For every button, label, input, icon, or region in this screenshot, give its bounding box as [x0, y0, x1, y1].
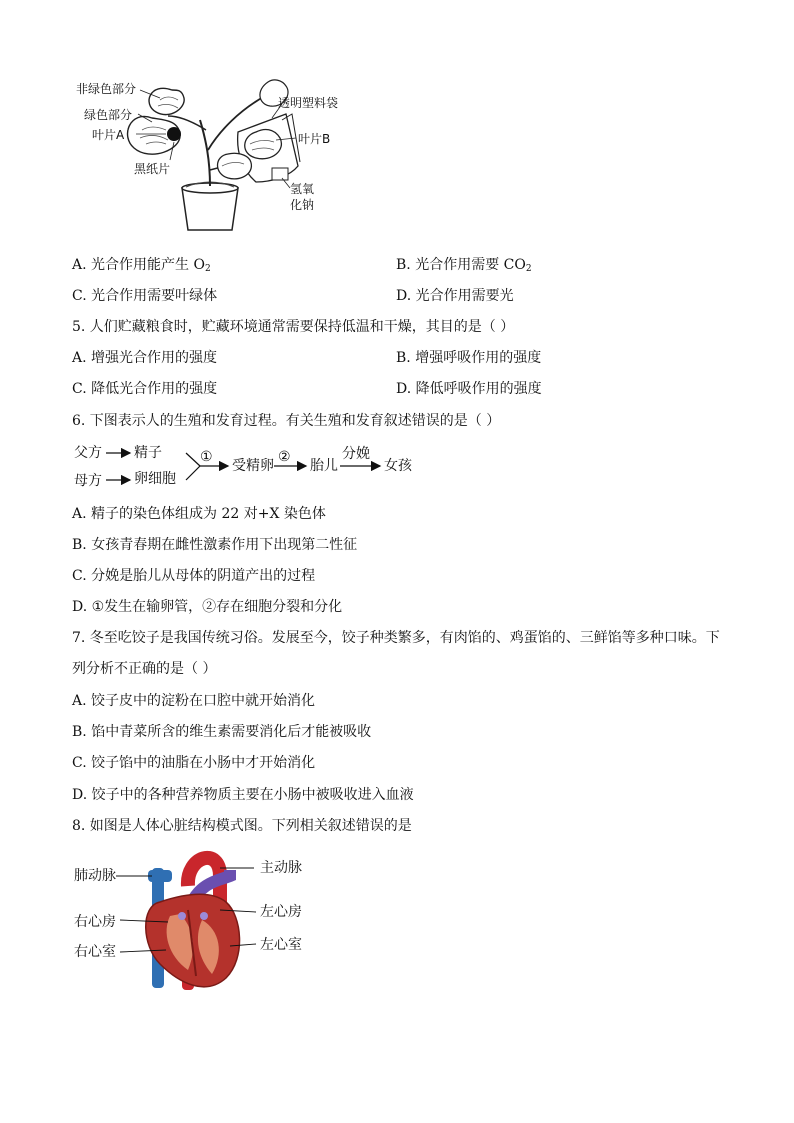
label-left-atrium: 左心房 [260, 904, 302, 920]
q5-option-d[interactable]: D. 降低呼吸作用的强度 [396, 381, 542, 397]
label-black-paper: 黑纸片 [134, 162, 171, 176]
q8-stem: 8. 如图是人体心脏结构模式图。下列相关叙述错误的是 [72, 818, 412, 834]
label-leaf-b: 叶片B [298, 132, 331, 146]
flow-step2: ② [278, 449, 291, 465]
q5-option-b[interactable]: B. 增强呼吸作用的强度 [396, 350, 542, 366]
q4-option-a-text: A. 光合作用能产生 O [72, 257, 205, 273]
flow-father: 父方 [74, 445, 102, 461]
flow-fetus: 胎儿 [310, 458, 338, 474]
q4-option-b-sub: 2 [525, 264, 532, 274]
flow-mother: 母方 [74, 473, 102, 489]
q7-stem-line1: 7. 冬至吃饺子是我国传统习俗。发展至今，饺子种类繁多，有肉馅的、鸡蛋馅的、三鲜馅等多种口味。下 [72, 630, 720, 646]
q7-option-c[interactable]: C. 饺子馅中的油脂在小肠中才开始消化 [72, 755, 316, 771]
label-non-green: 非绿色部分 [76, 82, 137, 96]
q5-stem: 5. 人们贮藏粮食时，贮藏环境通常需要保持低温和干燥，其目的是（ ） [72, 319, 515, 335]
reproduction-flowchart [70, 440, 430, 492]
q6-option-a[interactable]: A. 精子的染色体组成为 22 对+X 染色体 [72, 506, 326, 522]
q7-option-a[interactable]: A. 饺子皮中的淀粉在口腔中就开始消化 [72, 693, 316, 709]
flow-egg: 卵细胞 [134, 471, 176, 487]
label-green: 绿色部分 [84, 108, 133, 122]
q7-option-b[interactable]: B. 馅中青菜所含的维生素需要消化后才能被吸收 [72, 724, 372, 740]
q6-stem: 6. 下图表示人的生殖和发育过程。有关生殖和发育叙述错误的是（ ） [72, 413, 501, 429]
q6-option-c[interactable]: C. 分娩是胎儿从母体的阴道产出的过程 [72, 568, 316, 584]
q4-option-a[interactable] [72, 256, 211, 278]
q4-option-d[interactable]: D. 光合作用需要光 [396, 288, 514, 304]
flow-sperm: 精子 [134, 445, 162, 461]
q4-option-b-text: B. 光合作用需要 CO [396, 257, 526, 273]
q5-option-a[interactable]: A. 增强光合作用的强度 [72, 350, 218, 366]
q7-option-d[interactable]: D. 饺子中的各种营养物质主要在小肠中被吸收进入血液 [72, 787, 414, 803]
plant-figure [60, 70, 380, 240]
label-plastic-bag: 透明塑料袋 [278, 96, 339, 110]
flow-birth: 分娩 [342, 446, 370, 462]
label-pulmonary-artery: 肺动脉 [74, 868, 116, 884]
q4-option-b[interactable] [396, 256, 532, 278]
flow-zygote: 受精卵 [232, 458, 274, 474]
q6-option-d[interactable]: D. ①发生在输卵管，②存在细胞分裂和分化 [72, 599, 343, 615]
q4-option-c[interactable]: C. 光合作用需要叶绿体 [72, 288, 218, 304]
q7-stem-line2: 列分析不正确的是（ ） [72, 661, 217, 677]
label-aorta: 主动脉 [260, 860, 302, 876]
heart-figure [70, 846, 350, 996]
label-leaf-a: 叶片A [92, 128, 125, 142]
flow-step1: ① [200, 449, 213, 465]
label-right-atrium: 右心房 [74, 914, 116, 930]
label-left-ventricle: 左心室 [260, 937, 302, 953]
q4-option-a-sub: 2 [204, 264, 211, 274]
label-right-ventricle: 右心室 [74, 944, 116, 960]
label-naoh-1: 氢氧 [290, 182, 315, 196]
label-naoh-2: 化钠 [290, 198, 315, 212]
q6-option-b[interactable]: B. 女孩青春期在雌性激素作用下出现第二性征 [72, 537, 358, 553]
flow-girl: 女孩 [384, 458, 412, 474]
q5-option-c[interactable]: C. 降低光合作用的强度 [72, 381, 218, 397]
